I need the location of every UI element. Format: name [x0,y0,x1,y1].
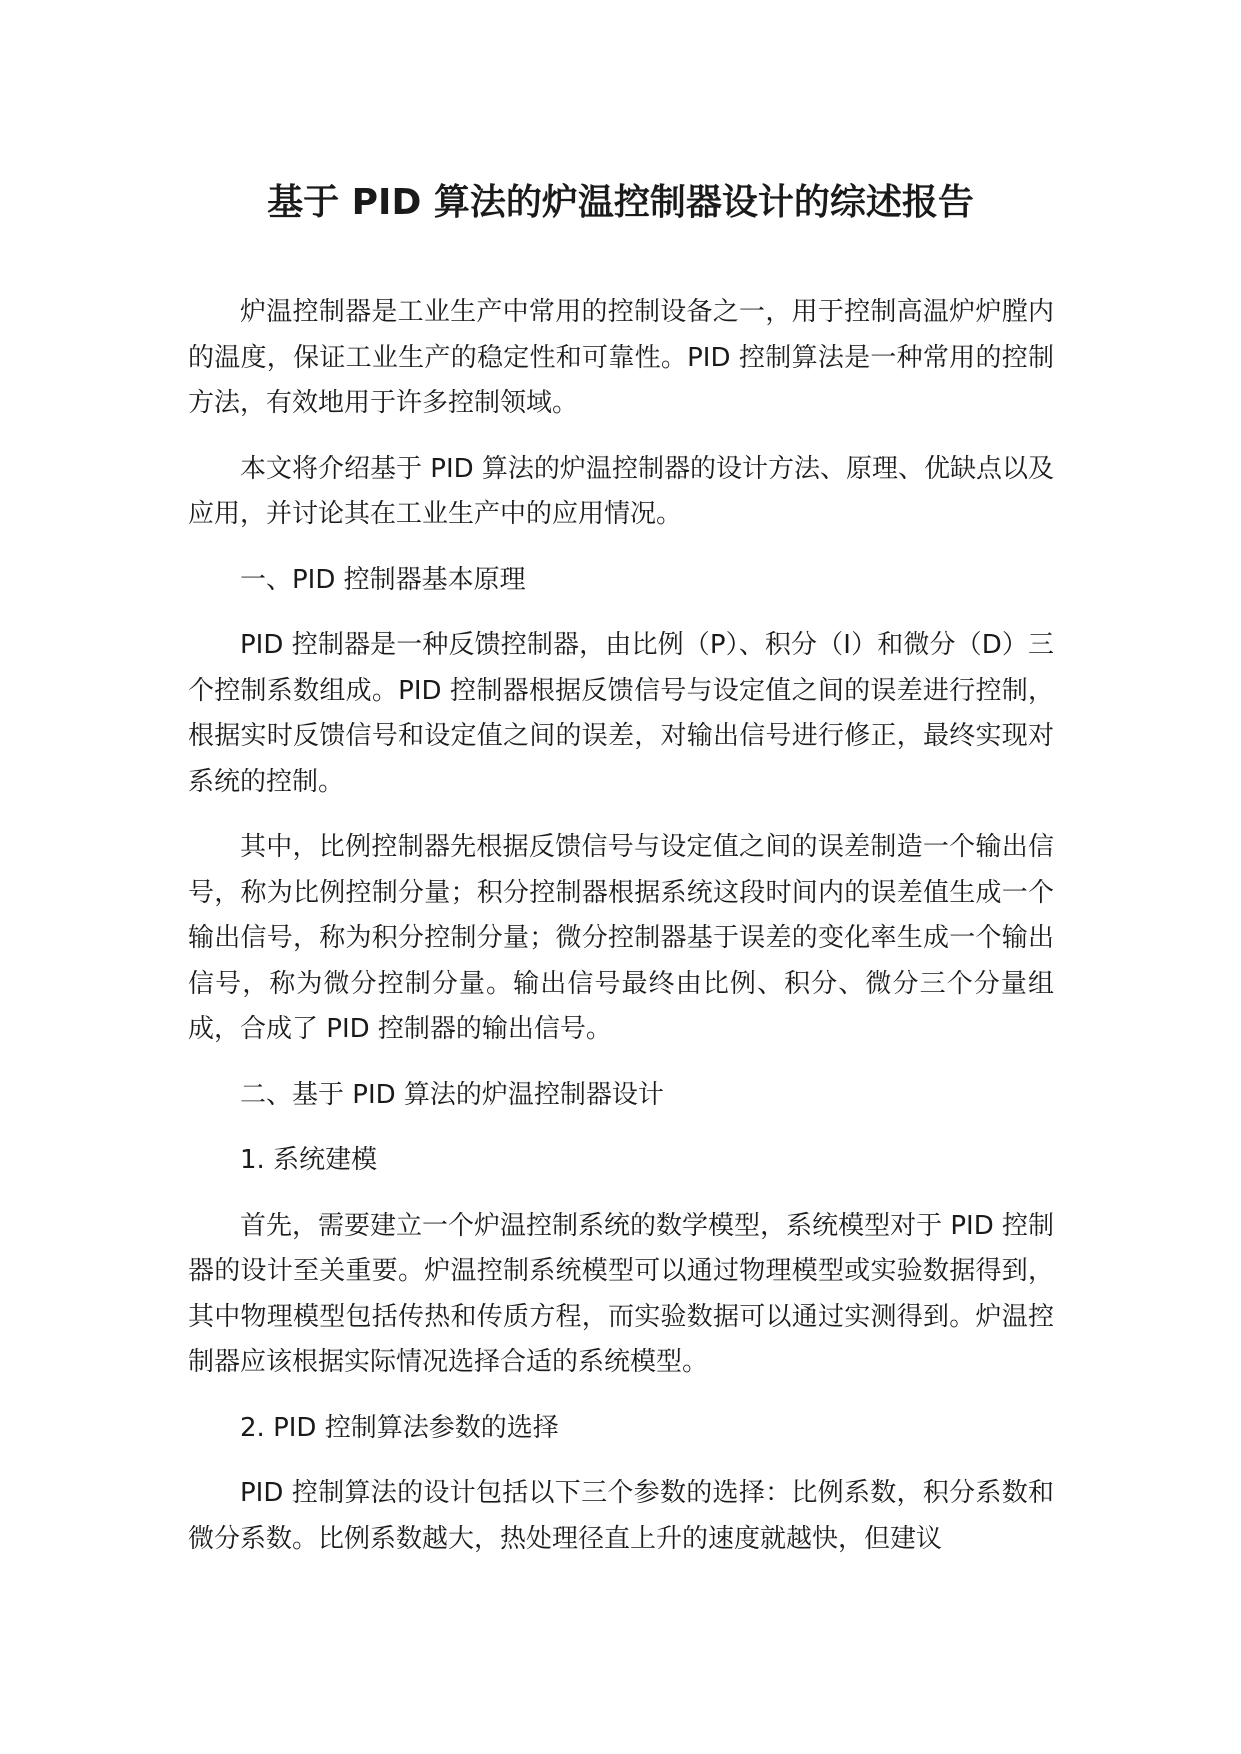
section-heading-2: 二、基于 PID 算法的炉温控制器设计 [240,1079,664,1110]
system-modeling-paragraph: 首先，需要建立一个炉温控制系统的数学模型，系统模型对于 PID 控制器的设计至关重要。炉温控制系统模型可以通过物理模型或实验数据得到，其中物理模型包括传热和传质方程，而实验数据可以通过实测得到。炉温控制器应该根据实际情况选择合适的系统模型。 [188,1210,1054,1377]
subsection-heading-2: 2. PID 控制算法参数的选择 [240,1412,559,1443]
pid-principle-paragraph: PID 控制器是一种反馈控制器，由比例（P）、积分（I）和微分（D）三个控制系数组成。PID 控制器根据反馈信号与设定值之间的误差进行控制，根据实时反馈信号和设定值之间的误差，对输出信号进行修正，最终实现对系统的控制。 [188,630,1054,797]
parameter-selection-paragraph: PID 控制算法的设计包括以下三个参数的选择：比例系数，积分系数和微分系数。比例系数越大，热处理径直上升的速度就越快，但建议 [188,1478,1054,1554]
pid-components-paragraph: 其中，比例控制器先根据反馈信号与设定值之间的误差制造一个输出信号，称为比例控制分量；积分控制器根据系统这段时间内的误差值生成一个输出信号，称为积分控制分量；微分控制器基于误差的变化率生成一个输出信号，称为微分控制分量。输出信号最终由比例、积分、微分三个分量组成，合成了 PID 控制器的输出信号。 [188,832,1054,1044]
subsection-heading-1: 1. 系统建模 [240,1145,378,1175]
document-title: 基于 PID 算法的炉温控制器设计的综述报告 [267,182,974,223]
document-body [188,290,1054,1582]
section-heading-1: 一、PID 控制器基本原理 [240,564,526,595]
intro-paragraph-2: 本文将介绍基于 PID 算法的炉温控制器的设计方法、原理、优缺点以及应用，并讨论其在工业生产中的应用情况。 [188,453,1054,529]
intro-paragraph-1: 炉温控制器是工业生产中常用的控制设备之一，用于控制高温炉炉膛内的温度，保证工业生产的稳定性和可靠性。PID 控制算法是一种常用的控制方法，有效地用于许多控制领域。 [188,297,1054,418]
